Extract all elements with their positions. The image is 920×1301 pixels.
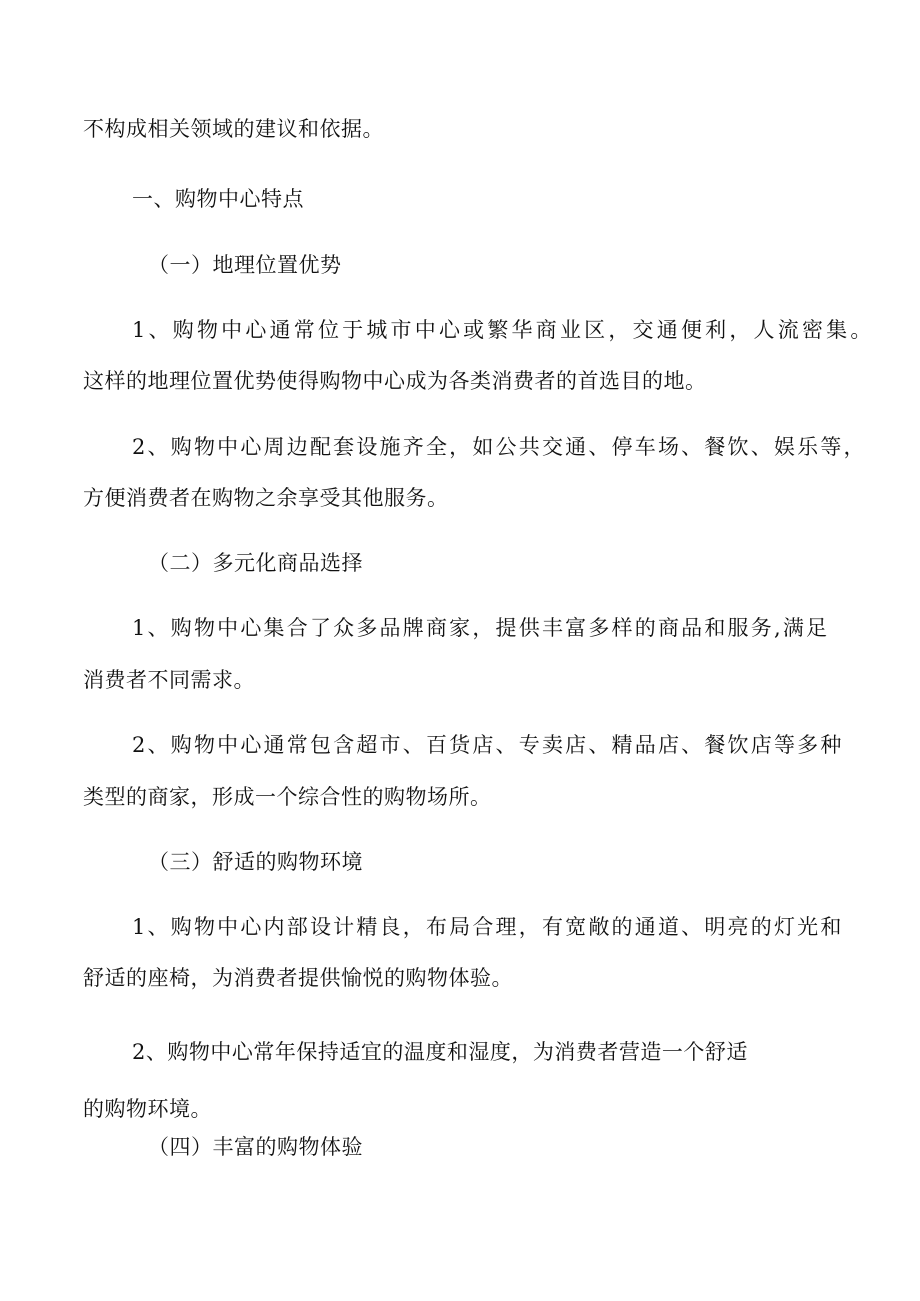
paragraph-line: 1、购物中心集合了众多品牌商家，提供丰富多样的商品和服务,满足 [132,616,830,640]
paragraph-line: 的购物环境。 [83,1097,212,1121]
paragraph-line: 这样的地理位置优势使得购物中心成为各类消费者的首选目的地。 [83,369,707,393]
section-heading: 一、购物中心特点 [132,187,304,211]
paragraph-line: 2、购物中心常年保持适宜的温度和湿度，为消费者营造一个舒适 [132,1040,748,1064]
subsection-heading: （三）舒适的购物环境 [148,850,363,874]
paragraph-line: 消费者不同需求。 [83,668,255,692]
paragraph-line: 不构成相关领域的建议和依据。 [83,117,384,141]
paragraph-line: 2、购物中心周边配套设施齐全，如公共交通、停车场、餐饮、娱乐等， [132,435,867,459]
paragraph-line: 方便消费者在购物之余享受其他服务。 [83,486,449,510]
paragraph-line: 类型的商家，形成一个综合性的购物场所。 [83,785,492,809]
paragraph-line: 1、购物中心内部设计精良，布局合理，有宽敞的通道、明亮的灯光和 [132,915,844,939]
paragraph-line: 1、购物中心通常位于城市中心或繁华商业区，交通便利，人流密集。 [132,318,875,342]
subsection-heading: （一）地理位置优势 [148,253,342,277]
subsection-heading: （二）多元化商品选择 [148,551,363,575]
subsection-heading: （四）丰富的购物体验 [148,1135,363,1159]
paragraph-line: 2、购物中心通常包含超市、百货店、专卖店、精品店、餐饮店等多种 [132,733,844,757]
paragraph-line: 舒适的座椅，为消费者提供愉悦的购物体验。 [83,966,513,990]
